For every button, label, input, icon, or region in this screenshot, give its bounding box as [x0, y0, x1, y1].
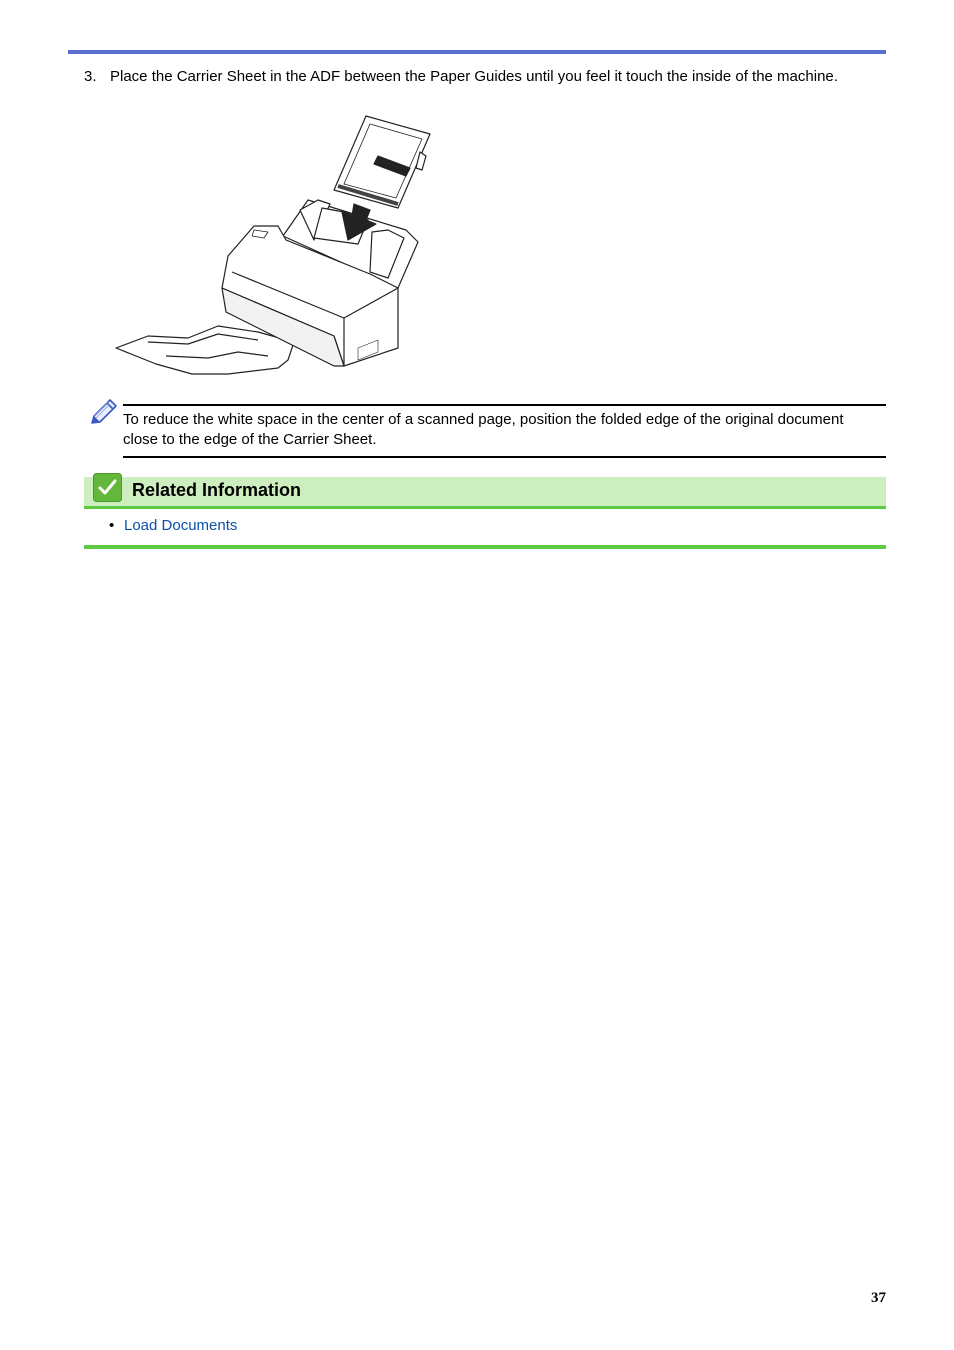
header-rule: [68, 50, 886, 54]
note-box: [123, 404, 886, 458]
step-number: 3.: [84, 68, 97, 85]
pencil-icon: [86, 396, 120, 430]
checkmark-icon: [93, 473, 122, 502]
related-list: [109, 516, 237, 536]
list-item: [109, 516, 237, 536]
page-number: 37: [871, 1290, 886, 1306]
note-text: To reduce the white space in the center of a scanned page, position the folded edge of the original document close to the edge of the Carrier Sheet.: [123, 411, 844, 448]
related-information-title: Related Information: [132, 480, 302, 500]
load-documents-link[interactable]: Load Documents: [124, 517, 238, 534]
bullet: •: [109, 517, 115, 534]
scanner-illustration: [108, 112, 438, 384]
step-text: Place the Carrier Sheet in the ADF between the Paper Guides until you feel it touch the inside of the machine.: [110, 68, 838, 85]
related-bottom-rule: [84, 545, 886, 549]
